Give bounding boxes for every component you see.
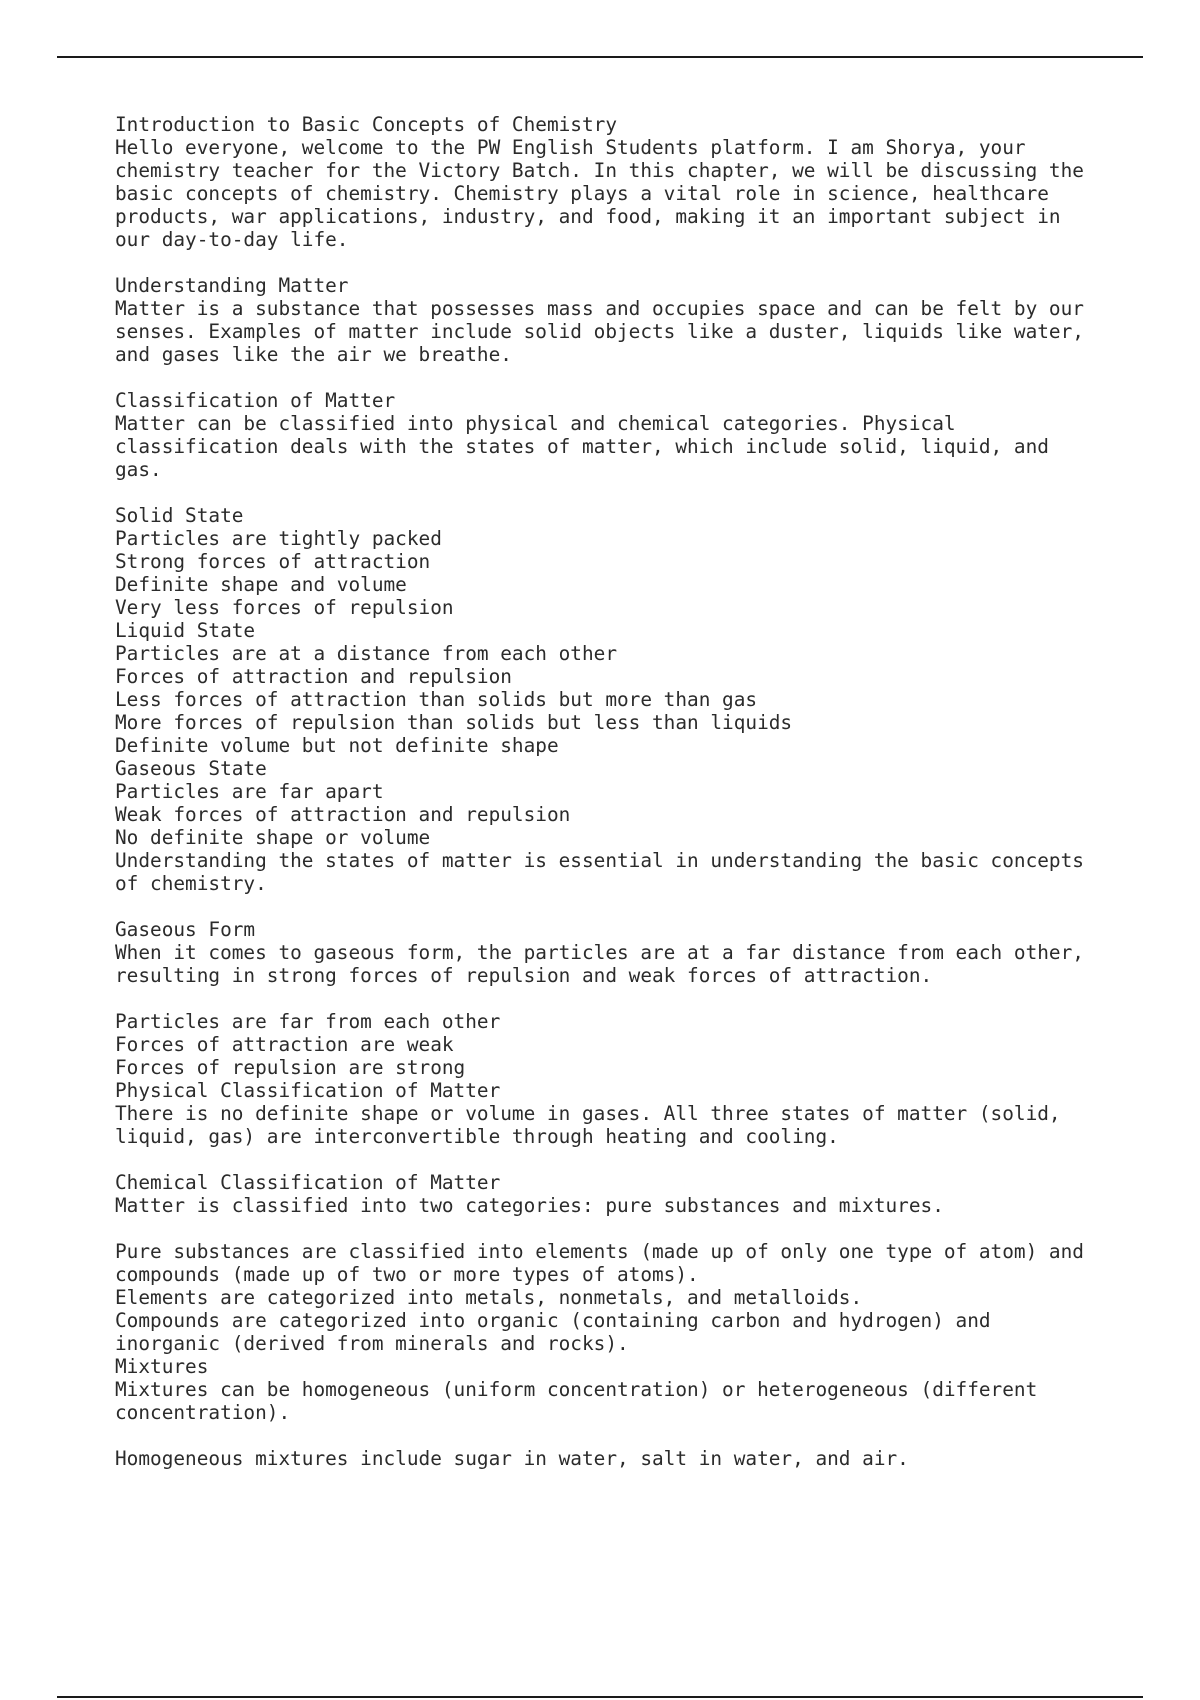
text-line: Particles are tightly packed (115, 527, 442, 550)
text-line: Forces of attraction and repulsion (115, 665, 512, 688)
text-line: Mixtures can be homogeneous (uniform concentration) or heterogeneous (different (115, 1378, 1038, 1401)
text-line: basic concepts of chemistry. Chemistry plays a vital role in science, healthcare (115, 182, 1049, 205)
text-line: Compounds are categorized into organic (containing carbon and hydrogen) and (115, 1309, 991, 1332)
text-line: Understanding the states of matter is essential in understanding the basic concepts (115, 849, 1084, 872)
text-line: concentration). (115, 1401, 291, 1424)
text-line: gas. (115, 458, 162, 481)
blank-line (115, 895, 1155, 918)
text-line: inorganic (derived from minerals and rocks). (115, 1332, 629, 1355)
blank-line (115, 1148, 1155, 1171)
text-line: compounds (made up of two or more types of atoms). (115, 1263, 699, 1286)
text-line: Classification of Matter (115, 389, 396, 412)
text-line: Definite volume but not definite shape (115, 734, 559, 757)
text-line: products, war applications, industry, and food, making it an important subject in (115, 205, 1061, 228)
text-line: Gaseous State (115, 757, 267, 780)
text-line: Forces of repulsion are strong (115, 1056, 466, 1079)
top-rule (57, 56, 1143, 58)
text-line: of chemistry. (115, 872, 267, 895)
text-line: senses. Examples of matter include solid objects like a duster, liquids like water, (115, 320, 1084, 343)
text-line: Particles are far apart (115, 780, 384, 803)
text-line: Weak forces of attraction and repulsion (115, 803, 571, 826)
text-line: No definite shape or volume (115, 826, 431, 849)
text-line: liquid, gas) are interconvertible through heating and cooling. (115, 1125, 839, 1148)
text-line: and gases like the air we breathe. (115, 343, 512, 366)
blank-line (115, 366, 1155, 389)
text-line: Mixtures (115, 1355, 209, 1378)
text-line: our day-to-day life. (115, 228, 349, 251)
blank-line (115, 481, 1155, 504)
text-line: Strong forces of attraction (115, 550, 431, 573)
text-line: Matter is a substance that possesses mass and occupies space and can be felt by our (115, 297, 1084, 320)
text-line: Chemical Classification of Matter (115, 1171, 501, 1194)
text-line: Gaseous Form (115, 918, 256, 941)
text-line: Particles are at a distance from each other (115, 642, 617, 665)
blank-line (115, 251, 1155, 274)
blank-line (115, 1217, 1155, 1240)
bottom-rule (57, 1696, 1143, 1698)
text-line: resulting in strong forces of repulsion and weak forces of attraction. (115, 964, 933, 987)
text-line: There is no definite shape or volume in gases. All three states of matter (solid, (115, 1102, 1061, 1125)
text-line: Less forces of attraction than solids but more than gas (115, 688, 758, 711)
text-line: Matter can be classified into physical and chemical categories. Physical (115, 412, 956, 435)
text-line: Homogeneous mixtures include sugar in water, salt in water, and air. (115, 1447, 909, 1470)
text-line: Matter is classified into two categories: pure substances and mixtures. (115, 1194, 944, 1217)
text-line: Hello everyone, welcome to the PW English Students platform. I am Shorya, your (115, 136, 1026, 159)
text-line: Definite shape and volume (115, 573, 407, 596)
text-line: Forces of attraction are weak (115, 1033, 454, 1056)
text-line: When it comes to gaseous form, the particles are at a far distance from each other, (115, 941, 1084, 964)
text-line: chemistry teacher for the Victory Batch. In this chapter, we will be discussing the (115, 159, 1084, 182)
text-line: Particles are far from each other (115, 1010, 501, 1033)
text-line: Understanding Matter (115, 274, 349, 297)
text-line: Introduction to Basic Concepts of Chemistry (115, 113, 617, 136)
document-body (115, 113, 1155, 1470)
text-line: Elements are categorized into metals, nonmetals, and metalloids. (115, 1286, 863, 1309)
text-line: Physical Classification of Matter (115, 1079, 501, 1102)
text-line: Pure substances are classified into elements (made up of only one type of atom) and (115, 1240, 1084, 1263)
text-line: classification deals with the states of matter, which include solid, liquid, and (115, 435, 1049, 458)
text-line: Liquid State (115, 619, 256, 642)
blank-line (115, 1424, 1155, 1447)
blank-line (115, 987, 1155, 1010)
text-line: Very less forces of repulsion (115, 596, 454, 619)
text-line: More forces of repulsion than solids but less than liquids (115, 711, 793, 734)
text-line: Solid State (115, 504, 244, 527)
